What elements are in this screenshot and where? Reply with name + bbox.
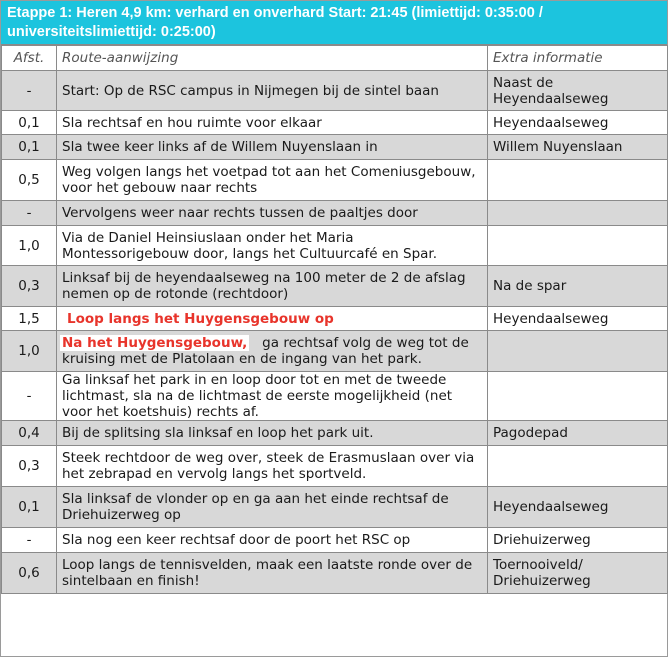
cell-afst: 1,0 (2, 331, 57, 372)
cell-extra (488, 160, 668, 201)
cell-route: Start: Op de RSC campus in Nijmegen bij de sintel baan (57, 71, 488, 111)
table-row (2, 487, 668, 528)
header-extra: Extra informatie (488, 46, 668, 71)
cell-afst: 0,3 (2, 446, 57, 487)
cell-afst: 0,1 (2, 135, 57, 160)
table-row (2, 226, 668, 266)
table-header-row (2, 46, 668, 71)
cell-route (57, 307, 488, 331)
cell-extra: Willem Nuyenslaan (488, 135, 668, 160)
cell-route: Weg volgen langs het voetpad tot aan het Comeniusgebouw, voor het gebouw naar rechts (57, 160, 488, 201)
cell-afst: 0,4 (2, 421, 57, 446)
cell-extra (488, 201, 668, 226)
table-row (2, 372, 668, 421)
route-table (1, 45, 668, 594)
cell-afst: - (2, 71, 57, 111)
cell-extra (488, 226, 668, 266)
table-row (2, 421, 668, 446)
table-row (2, 553, 668, 594)
table-row (2, 446, 668, 487)
table-body (2, 71, 668, 594)
route-highlight-text: Na het Huygensgebouw, (62, 335, 248, 351)
cell-route: Loop langs de tennisvelden, maak een laatste ronde over de sintelbaan en finish! (57, 553, 488, 594)
cell-route: Ga linksaf het park in en loop door tot en met de tweede lichtmast, sla na de lichtmast de eerste mogelijkheid (net voor het koetshuis) rechts af. (57, 372, 488, 421)
cell-route: Sla linksaf de vlonder op en ga aan het einde rechtsaf de Driehuizerweg op (57, 487, 488, 528)
table-row (2, 71, 668, 111)
cell-afst: - (2, 528, 57, 553)
cell-afst: 0,3 (2, 266, 57, 307)
stage-title: Etappe 1: Heren 4,9 km: verhard en onverhard Start: 21:45 (limiettijd: 0:35:00 / universiteitslimiettijd: 0:25:00) (1, 1, 667, 45)
cell-extra: Pagodepad (488, 421, 668, 446)
table-row (2, 307, 668, 331)
table-row (2, 331, 668, 372)
route-highlight-text: Loop langs het Huygensgebouw op (67, 310, 334, 327)
cell-route: Sla twee keer links af de Willem Nuyenslaan in (57, 135, 488, 160)
cell-extra: Toernooiveld/ Driehuizerweg (488, 553, 668, 594)
cell-extra (488, 331, 668, 372)
cell-extra: Heyendaalseweg (488, 307, 668, 331)
cell-route: Bij de splitsing sla linksaf en loop het park uit. (57, 421, 488, 446)
cell-route: Steek rechtdoor de weg over, steek de Erasmuslaan over via het zebrapad en vervolg langs het sportveld. (57, 446, 488, 487)
cell-afst: 0,1 (2, 487, 57, 528)
cell-extra: Heyendaalseweg (488, 111, 668, 135)
table-row (2, 111, 668, 135)
cell-afst: 0,5 (2, 160, 57, 201)
cell-extra (488, 372, 668, 421)
cell-route: Vervolgens weer naar rechts tussen de paaltjes door (57, 201, 488, 226)
header-route: Route-aanwijzing (57, 46, 488, 71)
cell-route: Na het Huygensgebouw, ga rechtsaf volg de weg tot de kruising met de Platolaan en de ingang van het park. (57, 331, 488, 372)
cell-route: Sla nog een keer rechtsaf door de poort het RSC op (57, 528, 488, 553)
cell-afst: 0,6 (2, 553, 57, 594)
cell-extra: Driehuizerweg (488, 528, 668, 553)
table-row (2, 201, 668, 226)
cell-extra: Heyendaalseweg (488, 487, 668, 528)
table-row (2, 266, 668, 307)
cell-route: Via de Daniel Heinsiuslaan onder het Maria Montessorigebouw door, langs het Cultuurcafé en Spar. (57, 226, 488, 266)
table-row (2, 528, 668, 553)
table-row (2, 160, 668, 201)
cell-afst: 0,1 (2, 111, 57, 135)
cell-extra: Na de spar (488, 266, 668, 307)
cell-afst: 1,0 (2, 226, 57, 266)
cell-route: Linksaf bij de heyendaalseweg na 100 meter de 2 de afslag nemen op de rotonde (rechtdoor) (57, 266, 488, 307)
cell-route: Sla rechtsaf en hou ruimte voor elkaar (57, 111, 488, 135)
cell-afst: 1,5 (2, 307, 57, 331)
cell-extra: Naast de Heyendaalseweg (488, 71, 668, 111)
table-row (2, 135, 668, 160)
cell-extra (488, 446, 668, 487)
cell-afst: - (2, 201, 57, 226)
cell-afst: - (2, 372, 57, 421)
header-afst: Afst. (2, 46, 57, 71)
